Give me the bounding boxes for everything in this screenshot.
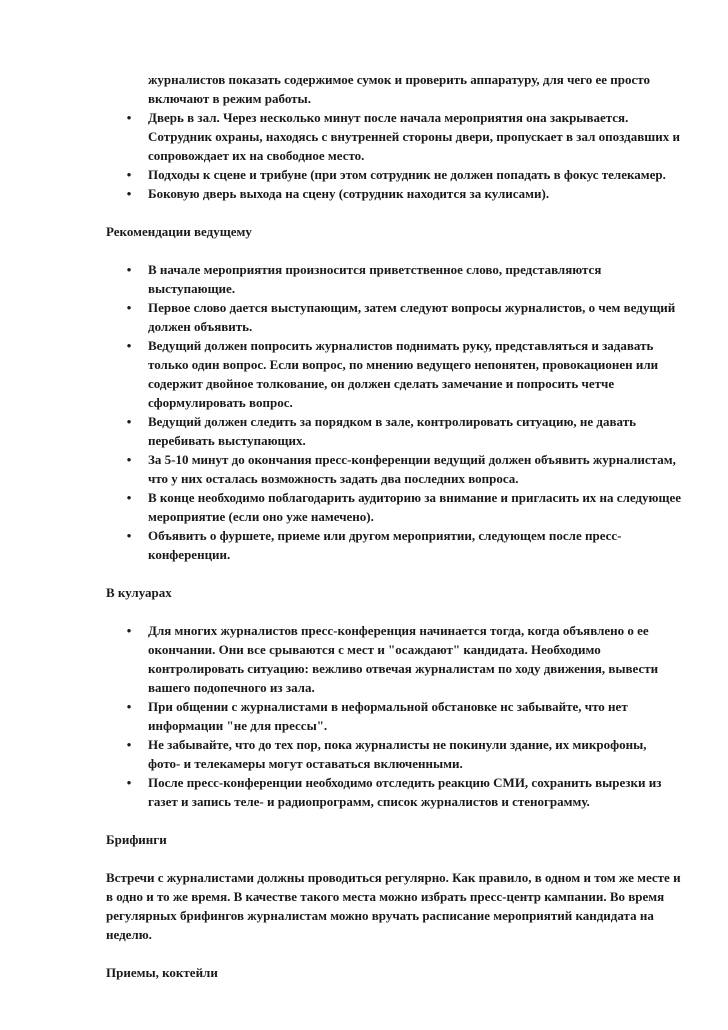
list-item-text: журналистов показать содержимое сумок и проверить аппаратуру, для чего ее просто включают в режим работы. xyxy=(148,72,651,106)
list-item-text: В конце необходимо поблагодарить аудиторию за внимание и пригласить их на следующее мероприятие (если оно уже намечено). xyxy=(148,490,681,524)
bullet-icon: • xyxy=(126,167,132,182)
list-item xyxy=(106,70,681,108)
list-item xyxy=(106,450,681,488)
security-list xyxy=(106,70,681,203)
list-item-text: Первое слово дается выступающим, затем следуют вопросы журналистов, о чем ведущий должен объявить. xyxy=(148,300,676,334)
bullet-icon: • xyxy=(126,300,132,315)
list-item-text: Объявить о фуршете, приеме или другом мероприятии, следующем после пресс-конференции. xyxy=(148,528,622,562)
list-item-text: Ведущий должен следить за порядком в зале, контролировать ситуацию, не давать перебивать выступающих. xyxy=(148,414,636,448)
backstage-list xyxy=(106,621,681,811)
list-item-text: Для многих журналистов пресс-конференция начинается тогда, когда объявлено о ее окончании. Они все срываются с мест и "осаждают" кандидата. Необходимо контролировать ситуацию: вежливо отвечая журналистам по ходу движения, вывести вашего подопечного из зала. xyxy=(148,623,659,695)
bullet-icon: • xyxy=(126,414,132,429)
briefings-paragraph: Встречи с журналистами должны проводиться регулярно. Как правило, в одном и том же месте и в одно и то же время. В качестве такого места можно избрать пресс-центр кампании. Во время регулярных брифингов журналистам можно вручать расписание мероприятий кандидата на неделю. xyxy=(106,870,681,942)
document-page xyxy=(106,70,681,982)
bullet-icon: • xyxy=(126,452,132,467)
list-item xyxy=(106,260,681,298)
list-item-text: При общении с журналистами в неформальной обстановке нс забывайте, что нет информации "не для прессы". xyxy=(148,699,628,733)
list-item-text: Не забывайте, что до тех пор, пока журналисты не покинули здание, их микрофоны, фото- и телекамеры могут оставаться включенными. xyxy=(148,737,647,771)
list-item xyxy=(106,621,681,697)
section-heading: Брифинги xyxy=(106,832,167,847)
list-item-text: В начале мероприятия произносится приветственное слово, представляются выступающие. xyxy=(148,262,602,296)
bullet-icon: • xyxy=(126,186,132,201)
list-item xyxy=(106,108,681,165)
list-item xyxy=(106,412,681,450)
bullet-icon: • xyxy=(126,775,132,790)
bullet-icon: • xyxy=(126,528,132,543)
bullet-icon: • xyxy=(126,262,132,277)
list-item-text: После пресс-конференции необходимо отследить реакцию СМИ, сохранить вырезки из газет и запись теле- и радиопрограмм, список журналистов и стенограмму. xyxy=(148,775,662,809)
section-heading: Приемы, коктейли xyxy=(106,965,218,980)
list-item-text: Дверь в зал. Через несколько минут после начала мероприятия она закрывается. Сотрудник охраны, находясь с внутренней стороны двери, пропускает в зал опоздавших и сопровождает их на свободное место. xyxy=(148,110,680,163)
bullet-icon: • xyxy=(126,338,132,353)
list-item-text: Ведущий должен попросить журналистов поднимать руку, представляться и задавать только один вопрос. Если вопрос, по мнению ведущего непонятен, провокационен или содержит двойное толкование, он должен сделать замечание и попросить четче сформулировать вопрос. xyxy=(148,338,659,410)
bullet-icon: • xyxy=(126,110,132,125)
list-item xyxy=(106,735,681,773)
bullet-icon: • xyxy=(126,623,132,638)
list-item xyxy=(106,697,681,735)
list-item-text: Боковую дверь выхода на сцену (сотрудник находится за кулисами). xyxy=(148,186,550,201)
list-item xyxy=(106,336,681,412)
list-item xyxy=(106,165,681,184)
bullet-icon: • xyxy=(126,490,132,505)
list-item-text: За 5-10 минут до окончания пресс-конференции ведущий должен объявить журналистам, что у них осталась возможность задать два последних вопроса. xyxy=(148,452,676,486)
list-item xyxy=(106,298,681,336)
list-item xyxy=(106,488,681,526)
bullet-icon: • xyxy=(126,737,132,752)
list-item xyxy=(106,526,681,564)
list-item xyxy=(106,773,681,811)
list-item-text: Подходы к сцене и трибуне (при этом сотрудник не должен попадать в фокус телекамер. xyxy=(148,167,666,182)
list-item xyxy=(106,184,681,203)
section-heading: В кулуарах xyxy=(106,585,172,600)
host-recommendations-list xyxy=(106,260,681,564)
section-heading: Рекомендации ведущему xyxy=(106,224,252,239)
bullet-icon: • xyxy=(126,699,132,714)
